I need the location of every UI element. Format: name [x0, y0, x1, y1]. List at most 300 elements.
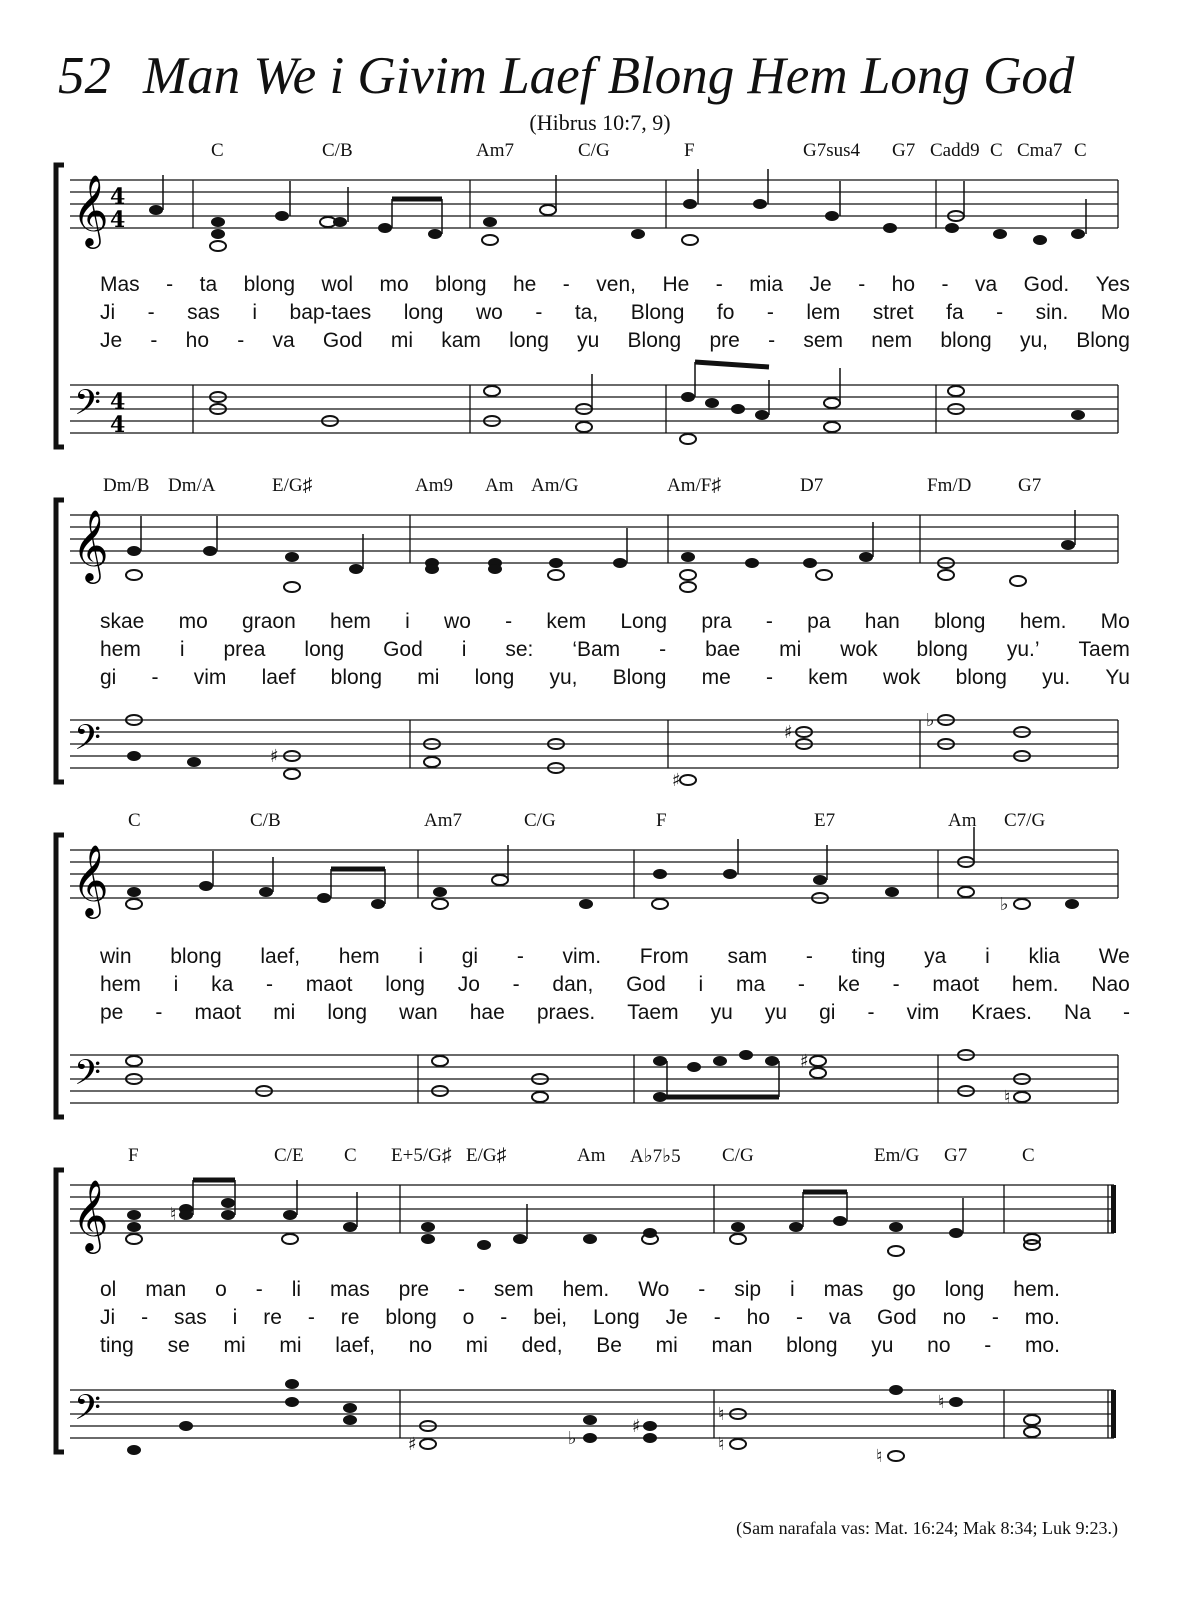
chord-symbol: Am/F♯: [667, 475, 721, 496]
lyric-syllable: bap-taes: [289, 301, 372, 324]
lyric-syllable: God.: [1023, 273, 1070, 296]
lyric-syllable: Ji: [100, 1306, 116, 1329]
lyric-syllable: hem: [100, 973, 141, 996]
svg-text:𝄢: 𝄢: [74, 717, 102, 766]
lyric-syllable: blong: [243, 273, 295, 296]
chord-symbol: C/E: [274, 1145, 304, 1166]
lyric-verse-2: [100, 301, 1130, 325]
lyric-syllable: ma: [735, 973, 766, 996]
lyric-syllable: Mas: [100, 273, 140, 296]
lyric-syllable: yu,: [549, 666, 578, 689]
lyric-syllable: He: [662, 273, 690, 296]
svg-text:♮: ♮: [1004, 1087, 1011, 1108]
svg-text:♮: ♮: [876, 1446, 883, 1467]
lyric-syllable: blong: [330, 666, 383, 689]
lyric-syllable: blong: [940, 329, 992, 352]
chord-symbol: Am: [577, 1145, 606, 1166]
lyric-syllable: yu.’: [1006, 638, 1040, 661]
chord-symbol: G7: [944, 1145, 968, 1166]
lyric-syllable: -: [766, 301, 774, 324]
lyric-syllable: han: [864, 610, 900, 633]
lyric-syllable: -: [1122, 1001, 1130, 1024]
chord-symbol: Am9: [415, 475, 453, 496]
chord-symbol: C: [990, 140, 1003, 161]
lyric-syllable: Yes: [1095, 273, 1130, 296]
music-system-2: [0, 470, 1200, 800]
lyric-syllable: i: [232, 1306, 238, 1329]
staff-graphics-4: [0, 1140, 1200, 1470]
chord-symbol: E+5/G♯: [391, 1145, 452, 1166]
lyric-verse-1: [100, 1278, 1060, 1302]
chord-symbol: C/G: [524, 810, 556, 831]
svg-text:𝄞: 𝄞: [72, 173, 109, 246]
chord-symbol: Dm/B: [103, 475, 150, 496]
lyric-syllable: go: [892, 1278, 916, 1301]
lyric-verse-3: [100, 329, 1130, 353]
lyric-syllable: laef,: [335, 1334, 375, 1357]
lyric-syllable: i: [405, 610, 410, 633]
lyric-syllable: yu: [577, 329, 600, 352]
chord-symbol: A♭7♭5: [630, 1146, 681, 1167]
music-system-4: [0, 1140, 1200, 1470]
lyric-syllable: Je: [809, 273, 832, 296]
lyric-syllable: laef,: [260, 945, 301, 968]
lyric-syllable: ‘Bam: [572, 638, 621, 661]
lyric-syllable: -: [984, 1334, 992, 1357]
lyric-syllable: mo.: [1024, 1306, 1060, 1329]
lyric-syllable: mi: [390, 329, 414, 352]
music-system-1: [0, 135, 1200, 465]
lyric-syllable: -: [892, 973, 900, 996]
svg-text:𝄢: 𝄢: [74, 1052, 102, 1101]
lyric-syllable: Blong: [612, 666, 667, 689]
lyric-syllable: hem: [100, 638, 141, 661]
lyric-syllable: God: [322, 329, 363, 352]
lyric-syllable: Mo: [1100, 301, 1130, 324]
lyric-syllable: Blong: [627, 329, 682, 352]
lyric-syllable: sas: [187, 301, 220, 324]
lyric-syllable: win: [100, 945, 132, 968]
lyric-syllable: Long: [620, 610, 668, 633]
lyric-syllable: pa: [807, 610, 831, 633]
svg-text:𝄞: 𝄞: [72, 508, 109, 581]
lyric-syllable: i: [985, 945, 990, 968]
lyric-syllable: i: [461, 638, 467, 661]
lyric-syllable: ting: [100, 1334, 134, 1357]
lyric-syllable: i: [252, 301, 258, 324]
lyric-syllable: long: [304, 638, 345, 661]
chord-symbol: C: [1074, 140, 1087, 161]
lyric-syllable: mi: [655, 1334, 678, 1357]
lyric-syllable: kem: [546, 610, 587, 633]
lyric-syllable: hem: [338, 945, 380, 968]
lyric-syllable: -: [765, 610, 773, 633]
lyric-syllable: mo.: [1024, 1334, 1060, 1357]
chord-symbol: G7: [892, 140, 916, 161]
lyric-syllable: -: [155, 1001, 163, 1024]
lyric-syllable: va: [272, 329, 295, 352]
lyric-syllable: wan: [399, 1001, 438, 1024]
lyric-syllable: Be: [596, 1334, 622, 1357]
lyric-syllable: gi: [100, 666, 117, 689]
lyric-syllable: Blong: [630, 301, 685, 324]
chord-symbol: Am7: [476, 140, 514, 161]
lyric-syllable: -: [805, 945, 813, 968]
chord-symbol: Cadd9: [930, 140, 980, 161]
lyric-syllable: graon: [242, 610, 296, 633]
lyric-syllable: -: [237, 329, 245, 352]
lyric-syllable: fo: [716, 301, 735, 324]
lyric-syllable: -: [535, 301, 543, 324]
lyric-verse-1: [100, 945, 1130, 969]
lyric-syllable: Jo: [457, 973, 480, 996]
chord-symbol: C: [211, 140, 224, 161]
lyric-syllable: -: [457, 1278, 465, 1301]
lyric-syllable: ho: [746, 1306, 771, 1329]
lyric-syllable: -: [715, 273, 723, 296]
chord-symbol: E7: [814, 810, 836, 831]
lyric-syllable: -: [713, 1306, 721, 1329]
lyric-syllable: We: [1098, 945, 1130, 968]
chord-symbol: F: [684, 140, 695, 161]
lyric-syllable: mo: [178, 610, 208, 633]
lyric-syllable: yu: [710, 1001, 733, 1024]
lyric-syllable: sem: [493, 1278, 534, 1301]
chord-symbol: C/B: [322, 140, 353, 161]
lyric-syllable: -: [141, 1306, 149, 1329]
svg-text:♯: ♯: [408, 1434, 417, 1455]
svg-text:𝄢: 𝄢: [74, 1387, 102, 1436]
lyric-syllable: va: [828, 1306, 852, 1329]
lyric-syllable: -: [151, 666, 159, 689]
lyric-syllable: sam: [727, 945, 768, 968]
lyric-syllable: long: [474, 666, 515, 689]
lyric-syllable: -: [255, 1278, 263, 1301]
lyric-syllable: yu,: [1019, 329, 1048, 352]
lyric-syllable: long: [403, 301, 444, 324]
lyric-syllable: -: [768, 329, 776, 352]
lyric-syllable: yu: [764, 1001, 788, 1024]
lyric-syllable: gi: [819, 1001, 836, 1024]
lyric-syllable: se:: [505, 638, 534, 661]
lyric-syllable: bei,: [533, 1306, 568, 1329]
lyric-syllable: -: [166, 273, 174, 296]
svg-text:𝄞: 𝄞: [72, 1178, 109, 1251]
lyric-syllable: prea: [223, 638, 266, 661]
lyric-syllable: maot: [194, 1001, 242, 1024]
lyric-syllable: no: [408, 1334, 433, 1357]
lyric-syllable: blong: [435, 273, 487, 296]
lyric-syllable: ho: [891, 273, 916, 296]
chord-symbol: C: [128, 810, 141, 831]
chord-symbol: D7: [800, 475, 824, 496]
chord-symbol: Dm/A: [168, 475, 216, 496]
svg-text:𝄞: 𝄞: [72, 843, 109, 916]
chord-symbol: Am/G: [531, 475, 579, 496]
lyric-syllable: -: [147, 301, 155, 324]
lyric-syllable: ven,: [596, 273, 636, 296]
lyric-syllable: blong: [170, 945, 222, 968]
lyric-syllable: i: [418, 945, 424, 968]
lyric-syllable: lem: [806, 301, 841, 324]
svg-text:♭: ♭: [926, 710, 935, 731]
lyric-syllable: man: [711, 1334, 753, 1357]
lyric-syllable: Na: [1064, 1001, 1091, 1024]
lyric-verse-2: [100, 638, 1130, 662]
lyric-syllable: -: [797, 973, 805, 996]
lyric-syllable: mia: [749, 273, 784, 296]
scripture-reference: (Hibrus 10:7, 9): [529, 110, 671, 135]
lyric-syllable: ke: [837, 973, 860, 996]
lyric-syllable: wok: [883, 666, 921, 689]
lyric-syllable: God: [626, 973, 666, 996]
lyric-syllable: -: [505, 610, 513, 633]
lyric-syllable: mi: [779, 638, 802, 661]
lyric-syllable: Blong: [1076, 329, 1130, 352]
chord-symbol: C/G: [722, 1145, 754, 1166]
lyric-syllable: man: [145, 1278, 187, 1301]
hymn-title-line: [58, 46, 1074, 106]
lyric-syllable: fa: [946, 301, 964, 324]
lyric-syllable: ded,: [521, 1334, 563, 1357]
lyric-syllable: blong: [786, 1334, 838, 1357]
lyric-syllable: ya: [924, 945, 947, 968]
lyric-syllable: ting: [851, 945, 886, 968]
lyric-syllable: kem: [808, 666, 848, 689]
lyric-syllable: mi: [223, 1334, 246, 1357]
lyric-verse-3: [100, 1001, 1130, 1025]
chord-symbol: G7: [1018, 475, 1042, 496]
lyric-syllable: mas: [823, 1278, 864, 1301]
lyric-syllable: gi: [461, 945, 479, 968]
lyric-syllable: God: [876, 1306, 917, 1329]
lyric-syllable: yu.: [1042, 666, 1071, 689]
lyric-verse-2: [100, 1306, 1060, 1330]
lyric-syllable: sas: [174, 1306, 207, 1329]
lyric-syllable: ho: [185, 329, 210, 352]
lyric-syllable: klia: [1028, 945, 1060, 968]
lyric-syllable: Mo: [1100, 610, 1130, 633]
music-system-3: [0, 805, 1200, 1135]
svg-text:♮: ♮: [718, 1434, 725, 1455]
lyric-syllable: hem: [330, 610, 371, 633]
svg-text:♭: ♭: [568, 1428, 577, 1449]
lyric-verse-3: [100, 1334, 1060, 1358]
lyric-syllable: mi: [273, 1001, 296, 1024]
lyric-syllable: ta,: [574, 301, 599, 324]
chord-symbol: Cma7: [1017, 140, 1063, 161]
lyric-syllable: pe: [100, 1001, 124, 1024]
lyric-syllable: Yu: [1105, 666, 1130, 689]
lyric-syllable: Wo: [638, 1278, 670, 1301]
lyric-syllable: mas: [330, 1278, 370, 1301]
lyric-syllable: -: [795, 1306, 803, 1329]
svg-text:♯: ♯: [784, 722, 793, 743]
lyric-syllable: me: [701, 666, 731, 689]
lyric-syllable: pra: [701, 610, 732, 633]
chord-symbol: Em/G: [874, 1145, 920, 1166]
lyric-syllable: re: [340, 1306, 360, 1329]
lyric-syllable: wo: [475, 301, 503, 324]
lyric-syllable: ta: [199, 273, 218, 296]
lyric-syllable: pre: [709, 329, 740, 352]
lyric-syllable: blong: [934, 610, 986, 633]
lyric-syllable: li: [291, 1278, 302, 1301]
svg-text:♯: ♯: [632, 1416, 641, 1437]
lyric-verse-3: [100, 666, 1130, 690]
lyric-syllable: Ji: [100, 301, 116, 324]
staff-graphics-1: [0, 135, 1200, 465]
chord-symbol: C: [1022, 1145, 1035, 1166]
lyric-syllable: God: [383, 638, 423, 661]
lyric-syllable: hem.: [1011, 973, 1059, 996]
lyric-verse-1: [100, 273, 1130, 297]
svg-text:♮: ♮: [170, 1204, 177, 1225]
lyric-syllable: blong: [916, 638, 968, 661]
lyric-verse-1: [100, 610, 1130, 634]
lyric-syllable: va: [974, 273, 998, 296]
svg-text:4: 4: [110, 389, 126, 415]
lyric-syllable: wo: [444, 610, 471, 633]
lyric-syllable: blong: [385, 1306, 437, 1329]
lyric-syllable: -: [765, 666, 773, 689]
lyric-syllable: i: [698, 973, 704, 996]
lyric-syllable: -: [698, 1278, 706, 1301]
lyric-syllable: hae: [469, 1001, 505, 1024]
lyric-syllable: ol: [100, 1278, 117, 1301]
lyric-syllable: long: [509, 329, 549, 352]
chord-symbol: C/B: [250, 810, 281, 831]
lyric-syllable: maot: [932, 973, 980, 996]
lyric-syllable: From: [639, 945, 689, 968]
lyric-syllable: -: [991, 1306, 999, 1329]
lyric-syllable: long: [327, 1001, 368, 1024]
lyric-syllable: -: [266, 973, 274, 996]
chord-symbol: G7sus4: [803, 140, 861, 161]
lyric-syllable: praes.: [536, 1001, 596, 1024]
lyric-syllable: kam: [441, 329, 481, 352]
hymn-title: Man We i Givim Laef Blong Hem Long God: [143, 47, 1075, 105]
chord-symbol: Fm/D: [927, 475, 972, 496]
lyric-syllable: maot: [305, 973, 353, 996]
lyric-syllable: re: [263, 1306, 282, 1329]
lyric-syllable: Taem: [627, 1001, 679, 1024]
lyric-syllable: Nao: [1091, 973, 1130, 996]
svg-text:♭: ♭: [1000, 894, 1009, 915]
lyric-syllable: i: [179, 638, 185, 661]
chord-symbol: C/G: [578, 140, 610, 161]
chord-symbol: C7/G: [1004, 810, 1046, 831]
svg-text:♮: ♮: [718, 1404, 725, 1425]
svg-text:𝄢: 𝄢: [74, 382, 102, 431]
svg-text:♮: ♮: [938, 1392, 945, 1413]
lyric-syllable: -: [150, 329, 158, 352]
chord-symbol: Am7: [424, 810, 462, 831]
lyric-verse-2: [100, 973, 1130, 997]
lyric-syllable: Je: [665, 1306, 688, 1329]
lyric-syllable: mi: [417, 666, 440, 689]
staff-graphics-3: [0, 805, 1200, 1135]
svg-text:♯: ♯: [270, 746, 279, 767]
svg-text:♯: ♯: [800, 1051, 809, 1072]
lyric-syllable: stret: [872, 301, 914, 324]
lyric-syllable: -: [867, 1001, 875, 1024]
lyric-syllable: sin.: [1035, 301, 1069, 324]
lyric-syllable: vim.: [562, 945, 602, 968]
lyric-syllable: -: [562, 273, 570, 296]
svg-text:4: 4: [110, 412, 126, 438]
lyric-syllable: hem.: [562, 1278, 610, 1301]
lyric-syllable: skae: [100, 610, 145, 633]
footnote: (Sam narafala vas: Mat. 16:24; Mak 8:34; Luk 9:23.): [736, 1518, 1118, 1538]
lyric-syllable: -: [659, 638, 667, 661]
lyric-syllable: -: [307, 1306, 315, 1329]
lyric-syllable: vim: [906, 1001, 940, 1024]
lyric-syllable: Kraes.: [971, 1001, 1032, 1024]
lyric-syllable: nem: [871, 329, 913, 352]
lyric-syllable: sip: [734, 1278, 762, 1301]
lyric-syllable: i: [173, 973, 179, 996]
lyric-syllable: he: [512, 273, 537, 296]
lyric-syllable: -: [996, 301, 1004, 324]
lyric-syllable: hem.: [1013, 1278, 1060, 1301]
svg-text:♯: ♯: [672, 770, 681, 791]
lyric-syllable: -: [516, 945, 524, 968]
lyric-syllable: pre: [398, 1278, 430, 1301]
lyric-syllable: -: [512, 973, 520, 996]
lyric-syllable: -: [941, 273, 949, 296]
lyric-syllable: vim: [193, 666, 227, 689]
lyric-syllable: blong: [955, 666, 1007, 689]
lyric-syllable: mi: [465, 1334, 488, 1357]
chord-symbol: Am: [948, 810, 977, 831]
lyric-syllable: no: [927, 1334, 951, 1357]
lyric-syllable: ka: [211, 973, 234, 996]
svg-text:4: 4: [110, 184, 126, 210]
lyric-syllable: Taem: [1078, 638, 1130, 661]
lyric-syllable: Long: [592, 1306, 640, 1329]
lyric-syllable: long: [385, 973, 425, 996]
hymn-number: 52: [58, 47, 111, 105]
lyric-syllable: wol: [321, 273, 353, 296]
lyric-syllable: bae: [705, 638, 741, 661]
lyric-syllable: mo: [379, 273, 409, 296]
lyric-syllable: mi: [279, 1334, 302, 1357]
lyric-syllable: laef: [261, 666, 296, 689]
lyric-syllable: o: [215, 1278, 227, 1301]
lyric-syllable: -: [500, 1306, 508, 1329]
chord-symbol: Am: [485, 475, 514, 496]
chord-symbol: F: [128, 1145, 139, 1166]
chord-symbol: E/G♯: [466, 1145, 507, 1166]
lyric-syllable: i: [790, 1278, 795, 1301]
chord-symbol: E/G♯: [272, 475, 313, 496]
chord-symbol: F: [656, 810, 667, 831]
lyric-syllable: yu: [871, 1334, 894, 1357]
lyric-syllable: hem.: [1019, 610, 1067, 633]
svg-text:4: 4: [110, 207, 126, 233]
chord-symbol: C: [344, 1145, 357, 1166]
lyric-syllable: -: [858, 273, 866, 296]
lyric-syllable: dan,: [552, 973, 594, 996]
staff-graphics-2: [0, 470, 1200, 800]
lyric-syllable: Je: [100, 329, 123, 352]
lyric-syllable: sem: [803, 329, 843, 352]
lyric-syllable: se: [167, 1334, 190, 1357]
lyric-syllable: wok: [840, 638, 878, 661]
lyric-syllable: no: [942, 1306, 966, 1329]
lyric-syllable: long: [944, 1278, 985, 1301]
